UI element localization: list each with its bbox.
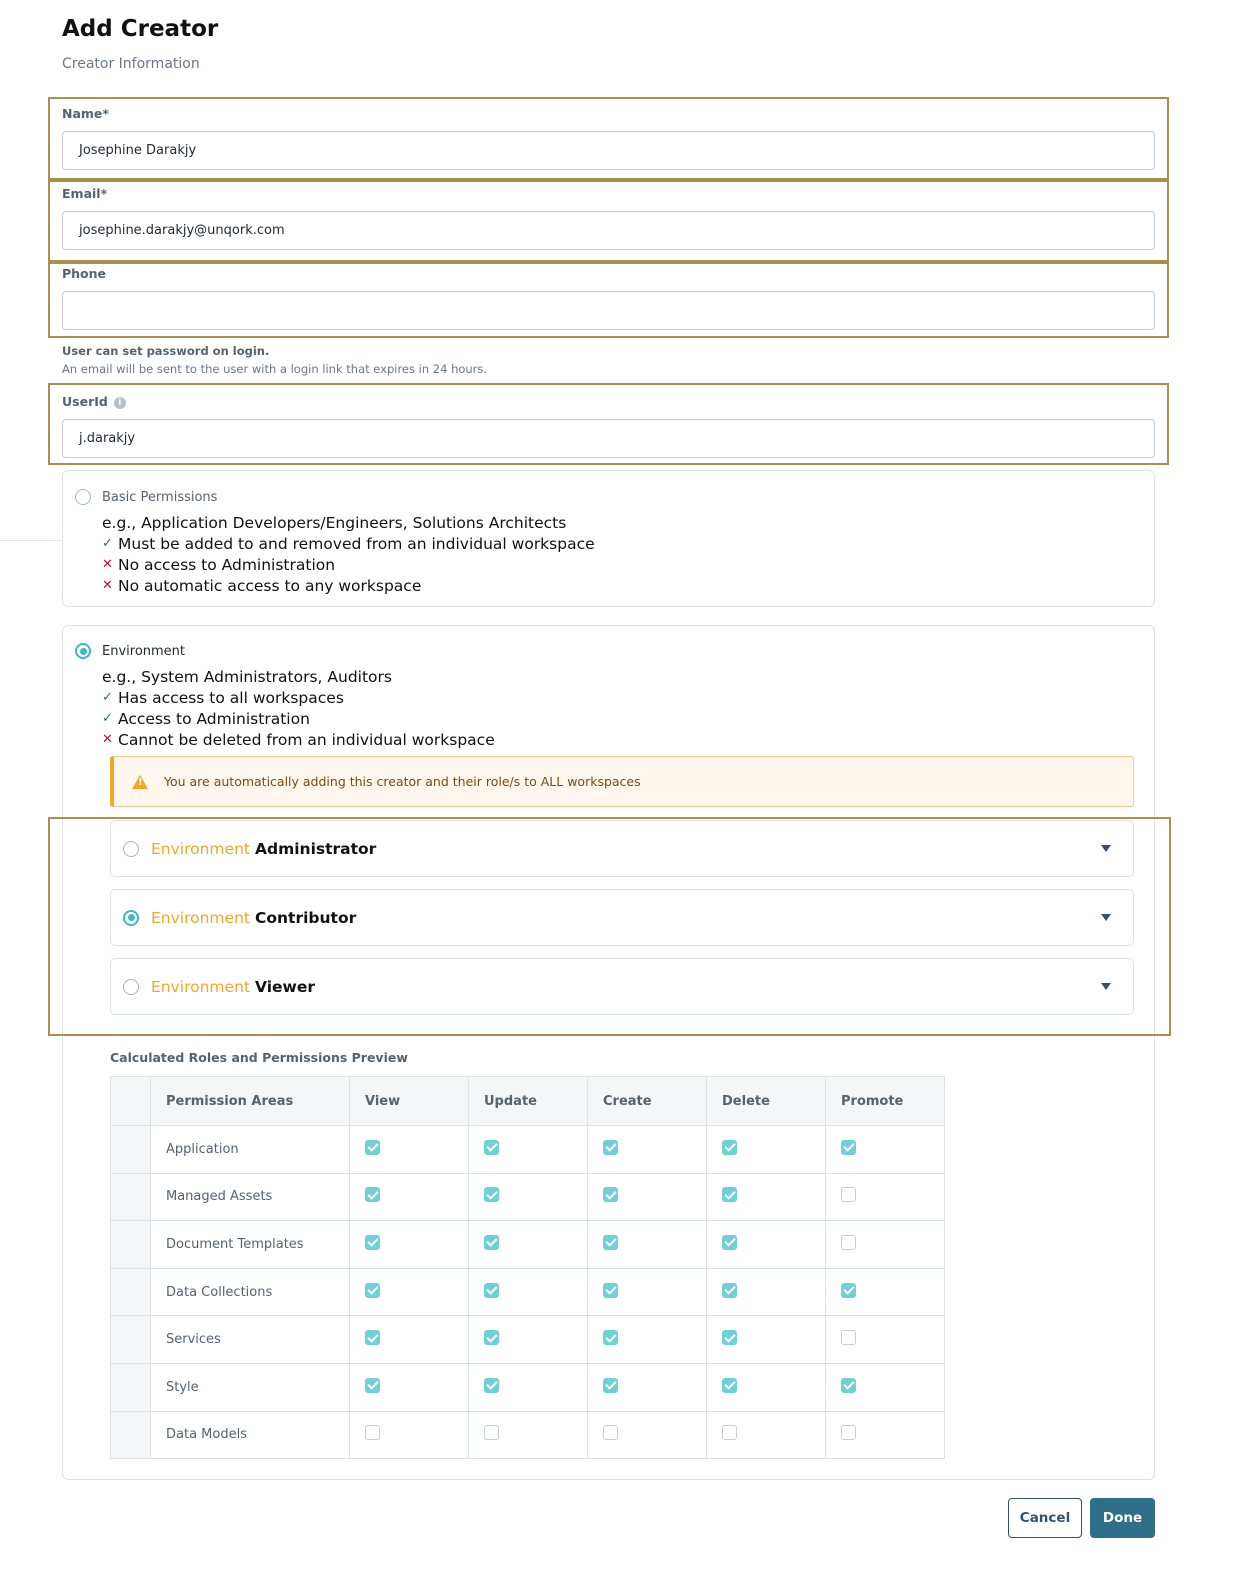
checked-checkbox <box>484 1235 499 1250</box>
checked-checkbox <box>603 1283 618 1298</box>
checked-checkbox <box>484 1378 499 1393</box>
userid-input[interactable]: j.darakjy <box>62 419 1155 458</box>
unchecked-checkbox <box>365 1425 380 1440</box>
permission-cell <box>588 1316 707 1364</box>
check-icon: ✓ <box>102 711 113 726</box>
table-row <box>111 1363 945 1411</box>
check-icon: ✓ <box>102 536 113 551</box>
row-index-cell <box>111 1126 151 1174</box>
permission-cell <box>350 1221 469 1269</box>
permission-cell <box>350 1411 469 1459</box>
checked-checkbox <box>365 1235 380 1250</box>
environment-permissions-details <box>102 666 495 750</box>
cross-icon: ✕ <box>102 732 113 747</box>
role-environment-viewer[interactable] <box>110 958 1134 1015</box>
permission-cell <box>707 1268 826 1316</box>
table-row <box>111 1173 945 1221</box>
section-subtitle: Creator Information <box>62 56 200 72</box>
row-index-cell <box>111 1221 151 1269</box>
environment-permissions-line: ✓ Access to Administration <box>102 709 310 728</box>
environment-permissions-line: ✓ Has access to all workspaces <box>102 688 344 707</box>
checked-checkbox <box>603 1330 618 1345</box>
environment-permissions-example: e.g., System Administrators, Auditors <box>102 667 392 686</box>
checked-checkbox <box>722 1283 737 1298</box>
row-index-cell <box>111 1363 151 1411</box>
column-header: Create <box>588 1077 707 1126</box>
permission-area-cell: Application <box>151 1126 350 1174</box>
checked-checkbox <box>365 1378 380 1393</box>
table-row <box>111 1316 945 1364</box>
permission-cell <box>469 1126 588 1174</box>
checked-checkbox <box>722 1378 737 1393</box>
checked-checkbox <box>484 1140 499 1155</box>
chevron-down-icon[interactable] <box>1101 914 1111 921</box>
name-label: Name* <box>62 106 109 121</box>
permission-cell <box>826 1268 945 1316</box>
checked-checkbox <box>722 1330 737 1345</box>
role-environment-contributor[interactable] <box>110 889 1134 946</box>
permission-cell <box>826 1363 945 1411</box>
row-index-cell <box>111 1173 151 1221</box>
permission-cell <box>707 1316 826 1364</box>
permission-area-cell: Style <box>151 1363 350 1411</box>
divider <box>0 540 62 541</box>
permission-cell <box>350 1316 469 1364</box>
checked-checkbox <box>841 1378 856 1393</box>
unchecked-checkbox <box>722 1425 737 1440</box>
role-name: Contributor <box>254 908 357 927</box>
column-header: View <box>350 1077 469 1126</box>
info-icon[interactable]: i <box>114 397 126 409</box>
name-input[interactable]: Josephine Darakjy <box>62 131 1155 170</box>
checked-checkbox <box>841 1140 856 1155</box>
permission-cell <box>707 1126 826 1174</box>
checked-checkbox <box>484 1330 499 1345</box>
checked-checkbox <box>603 1235 618 1250</box>
role-prefix: Environment <box>151 839 250 858</box>
permission-cell <box>469 1268 588 1316</box>
permission-cell <box>826 1126 945 1174</box>
permission-cell <box>469 1221 588 1269</box>
checked-checkbox <box>603 1378 618 1393</box>
email-input[interactable]: josephine.darakjy@unqork.com <box>62 211 1155 250</box>
permission-cell <box>826 1411 945 1459</box>
permission-cell <box>469 1363 588 1411</box>
permission-cell <box>350 1268 469 1316</box>
permission-area-cell: Managed Assets <box>151 1173 350 1221</box>
permission-area-cell: Services <box>151 1316 350 1364</box>
column-header: Delete <box>707 1077 826 1126</box>
row-index-cell <box>111 1411 151 1459</box>
permission-cell <box>707 1363 826 1411</box>
basic-permissions-line: ✕ No automatic access to any workspace <box>102 576 422 595</box>
permissions-preview-table <box>110 1076 945 1459</box>
table-row <box>111 1268 945 1316</box>
userid-label: UserId <box>62 394 108 409</box>
checked-checkbox <box>365 1330 380 1345</box>
checked-checkbox <box>722 1187 737 1202</box>
role-name: Viewer <box>254 977 316 996</box>
basic-permissions-label: Basic Permissions <box>102 490 218 505</box>
permission-area-cell: Data Collections <box>151 1268 350 1316</box>
password-note-text: An email will be sent to the user with a login link that expires in 24 hours. <box>62 362 488 376</box>
permission-cell <box>469 1316 588 1364</box>
table-row <box>111 1221 945 1269</box>
table-row <box>111 1411 945 1459</box>
environment-permissions-line: ✕ Cannot be deleted from an individual workspace <box>102 730 495 749</box>
password-note-title: User can set password on login. <box>62 344 270 358</box>
unchecked-checkbox <box>841 1187 856 1202</box>
chevron-down-icon[interactable] <box>1101 983 1111 990</box>
basic-permissions-example: e.g., Application Developers/Engineers, Solutions Architects <box>102 513 567 532</box>
role-radio[interactable] <box>123 979 139 995</box>
userid-label-row <box>62 394 126 409</box>
row-index-cell <box>111 1268 151 1316</box>
check-icon: ✓ <box>102 690 113 705</box>
checked-checkbox <box>603 1187 618 1202</box>
row-index-cell <box>111 1316 151 1364</box>
warning-icon: ! <box>132 775 148 789</box>
environment-permissions-radio[interactable] <box>75 643 91 659</box>
email-label: Email* <box>62 186 108 201</box>
permission-cell <box>707 1411 826 1459</box>
done-button[interactable]: Done <box>1090 1498 1155 1538</box>
checked-checkbox <box>484 1187 499 1202</box>
unchecked-checkbox <box>484 1425 499 1440</box>
role-radio[interactable] <box>123 910 139 926</box>
permission-cell <box>588 1363 707 1411</box>
table-header-row <box>111 1077 945 1126</box>
table-header-index <box>111 1077 151 1126</box>
permission-cell <box>350 1363 469 1411</box>
permission-cell <box>350 1173 469 1221</box>
table-row <box>111 1126 945 1174</box>
checked-checkbox <box>365 1283 380 1298</box>
checked-checkbox <box>603 1140 618 1155</box>
checked-checkbox <box>365 1187 380 1202</box>
chevron-down-icon[interactable] <box>1101 845 1111 852</box>
role-radio[interactable] <box>123 841 139 857</box>
checked-checkbox <box>365 1140 380 1155</box>
checked-checkbox <box>841 1283 856 1298</box>
checked-checkbox <box>484 1283 499 1298</box>
basic-permissions-line: ✓ Must be added to and removed from an individual workspace <box>102 534 595 553</box>
permission-cell <box>826 1173 945 1221</box>
role-prefix: Environment <box>151 908 250 927</box>
role-name: Administrator <box>254 839 377 858</box>
unchecked-checkbox <box>841 1330 856 1345</box>
unchecked-checkbox <box>603 1425 618 1440</box>
checked-checkbox <box>722 1235 737 1250</box>
basic-permissions-line: ✕ No access to Administration <box>102 555 336 574</box>
permission-cell <box>826 1316 945 1364</box>
phone-input[interactable] <box>62 291 1155 330</box>
permission-cell <box>588 1268 707 1316</box>
column-header: Update <box>469 1077 588 1126</box>
basic-permissions-details <box>102 512 595 596</box>
permission-cell <box>350 1126 469 1174</box>
permission-cell <box>469 1411 588 1459</box>
permission-area-cell: Data Models <box>151 1411 350 1459</box>
role-prefix: Environment <box>151 977 250 996</box>
permission-cell <box>588 1221 707 1269</box>
column-header: Promote <box>826 1077 945 1126</box>
cross-icon: ✕ <box>102 578 113 593</box>
cancel-button[interactable]: Cancel <box>1008 1498 1082 1538</box>
permission-cell <box>707 1173 826 1221</box>
permission-cell <box>826 1221 945 1269</box>
phone-label: Phone <box>62 266 107 281</box>
role-environment-administrator[interactable] <box>110 820 1134 877</box>
basic-permissions-radio[interactable] <box>75 489 91 505</box>
preview-title: Calculated Roles and Permissions Preview <box>110 1050 408 1065</box>
unchecked-checkbox <box>841 1235 856 1250</box>
permission-cell <box>707 1221 826 1269</box>
permission-area-cell: Document Templates <box>151 1221 350 1269</box>
warning-text: You are automatically adding this creator and their role/s to ALL workspaces <box>164 774 641 789</box>
checked-checkbox <box>722 1140 737 1155</box>
permission-cell <box>588 1411 707 1459</box>
unchecked-checkbox <box>841 1425 856 1440</box>
permission-cell <box>588 1173 707 1221</box>
page-title: Add Creator <box>62 16 219 42</box>
permission-cell <box>469 1173 588 1221</box>
environment-permissions-label: Environment <box>102 644 186 659</box>
warning-banner <box>110 756 1134 807</box>
permission-cell <box>588 1126 707 1174</box>
column-header: Permission Areas <box>151 1077 350 1126</box>
cross-icon: ✕ <box>102 557 113 572</box>
